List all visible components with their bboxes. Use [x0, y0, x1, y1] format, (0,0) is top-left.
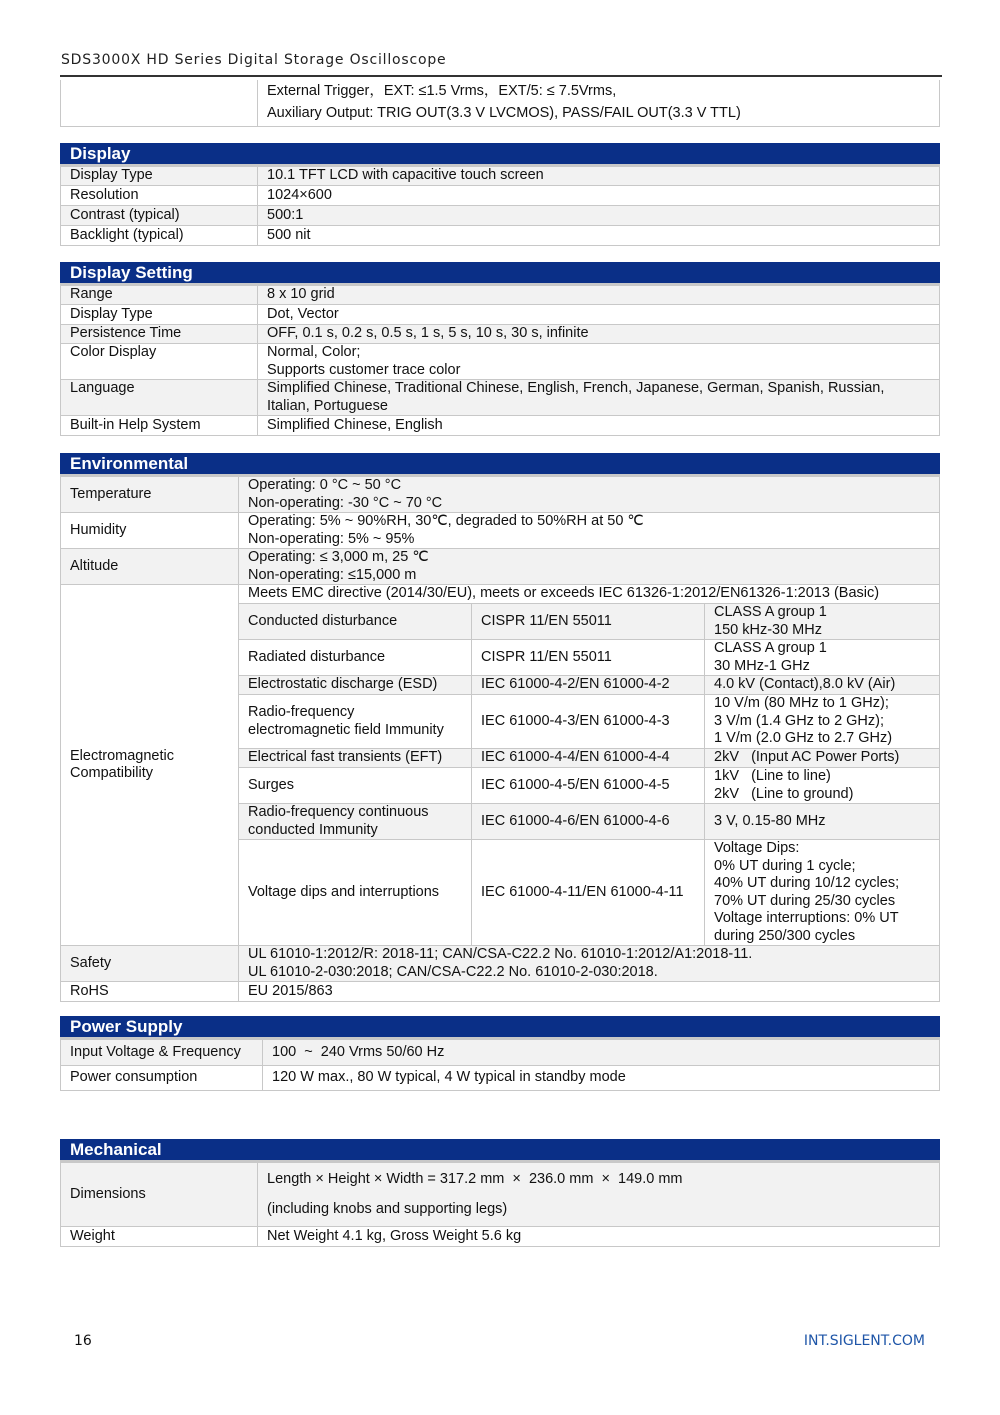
value-line: Operating: ≤ 3,000 m, 25 ℃	[248, 549, 429, 565]
emc-standard: IEC 61000-4-5/EN 61000-4-5	[472, 768, 705, 804]
row-label: Humidity	[61, 513, 239, 549]
row-label: Display Type	[61, 167, 258, 186]
emc-test: Radiated disturbance	[239, 640, 472, 676]
section-title-mechanical: Mechanical	[60, 1139, 940, 1162]
row-label: Safety	[61, 946, 239, 982]
row-value	[239, 549, 940, 585]
row-label: Backlight (typical)	[61, 226, 258, 246]
header-rule	[60, 75, 942, 77]
value-line: (including knobs and supporting legs)	[267, 1201, 508, 1217]
row-value: Net Weight 4.1 kg, Gross Weight 5.6 kg	[258, 1227, 940, 1247]
emc-test: Surges	[239, 768, 472, 804]
emc-level	[705, 640, 940, 676]
emc-test	[239, 695, 472, 749]
row-value: 1024×600	[258, 186, 940, 206]
row-label: Altitude	[61, 549, 239, 585]
row-value	[239, 513, 940, 549]
value-line: UL 61010-2-030:2018; CAN/CSA-C22.2 No. 61010-2-030:2018.	[248, 963, 658, 980]
value-line: Supports customer trace color	[267, 361, 461, 378]
row-value: 120 W max., 80 W typical, 4 W typical in standby mode	[263, 1066, 940, 1091]
row-label: Weight	[61, 1227, 258, 1247]
row-value: 8 x 10 grid	[258, 286, 940, 305]
value-line: Voltage interruptions: 0% UT	[714, 910, 899, 926]
row-label: Temperature	[61, 477, 239, 513]
emc-level	[705, 604, 940, 640]
section-title-display-setting: Display Setting	[60, 262, 940, 285]
value-line: Normal, Color;	[267, 344, 361, 360]
value-line: 10 V/m (80 MHz to 1 GHz);	[714, 695, 889, 712]
row-value: 500 nit	[258, 226, 940, 246]
emc-level	[705, 695, 940, 749]
emc-standard: CISPR 11/EN 55011	[472, 604, 705, 640]
power-supply-section	[60, 1016, 940, 1091]
value-line: Length × Height × Width = 317.2 mm × 236.0 mm × 149.0 mm	[267, 1170, 683, 1187]
value-line: UL 61010-1:2012/R: 2018-11; CAN/CSA-C22.2 No. 61010-1:2012/A1:2018-11.	[248, 946, 753, 962]
value-line: 150 kHz-30 MHz	[714, 621, 822, 638]
value-line: Voltage Dips:	[714, 840, 800, 856]
value-line: 3 V/m (1.4 GHz to 2 GHz);	[714, 712, 885, 729]
empty-label-cell	[61, 80, 258, 126]
row-value	[239, 477, 940, 513]
emc-directive: Meets EMC directive (2014/30/EU), meets or exceeds IEC 61326-1:2012/EN61326-1:2013 (Basic)	[239, 585, 940, 604]
value-line: 1 V/m (2.0 GHz to 2.7 GHz)	[714, 730, 893, 747]
value-line: Operating: 5% ~ 90%RH, 30℃, degraded to 50%RH at 50 ℃	[248, 513, 644, 529]
document-header-title: SDS3000X HD Series Digital Storage Oscilloscope	[61, 52, 447, 68]
value-line: Operating: 0 °C ~ 50 °C	[248, 477, 402, 493]
value-line: 40% UT during 10/12 cycles;	[714, 875, 900, 891]
trigger-line: External Trigger，EXT: ≤1.5 Vrms，EXT/5: ≤ 7.5Vrms,	[267, 82, 617, 99]
emc-test: Voltage dips and interruptions	[239, 840, 472, 946]
emc-level: 3 V, 0.15-80 MHz	[705, 804, 940, 840]
display-section	[60, 143, 940, 246]
emc-test: Electrostatic discharge (ESD)	[239, 676, 472, 695]
emc-level	[705, 768, 940, 804]
value-line: during 250/300 cycles	[714, 927, 856, 944]
value-line: 2kV (Line to ground)	[714, 785, 854, 802]
value-line: Non-operating: 5% ~ 95%	[248, 530, 415, 547]
value-line: Radio-frequency continuous	[248, 804, 429, 820]
row-label: Input Voltage & Frequency	[61, 1040, 263, 1066]
website-link[interactable]: INT.SIGLENT.COM	[803, 1333, 925, 1349]
row-value: 100 ~ 240 Vrms 50/60 Hz	[263, 1040, 940, 1066]
row-value: 500:1	[258, 206, 940, 226]
row-value	[239, 946, 940, 982]
row-label: Power consumption	[61, 1066, 263, 1091]
row-label: Color Display	[61, 344, 258, 380]
row-label: Language	[61, 380, 258, 416]
value-line: Radio-frequency	[248, 704, 355, 720]
row-label: Range	[61, 286, 258, 305]
value-line: Simplified Chinese, Traditional Chinese, English, French, Japanese, German, Spanish, Russian,	[267, 380, 885, 396]
emc-standard: CISPR 11/EN 55011	[472, 640, 705, 676]
row-label: Persistence Time	[61, 325, 258, 344]
emc-test: Conducted disturbance	[239, 604, 472, 640]
row-value: EU 2015/863	[239, 982, 940, 1002]
emc-test	[239, 804, 472, 840]
value-line: CLASS A group 1	[714, 604, 827, 620]
row-value	[258, 344, 940, 380]
emc-level: 2kV (Input AC Power Ports)	[705, 749, 940, 768]
label-line: Compatibility	[70, 765, 153, 781]
emc-test: Electrical fast transients (EFT)	[239, 749, 472, 768]
row-value: Dot, Vector	[258, 305, 940, 325]
row-label: Resolution	[61, 186, 258, 206]
trigger-continuation-table	[60, 80, 940, 127]
trigger-continuation-value	[258, 80, 940, 126]
row-label: Dimensions	[61, 1163, 258, 1227]
row-value	[258, 380, 940, 416]
label-line: Electromagnetic	[70, 747, 174, 764]
section-title-display: Display	[60, 143, 940, 166]
value-line: 70% UT during 25/30 cycles	[714, 892, 896, 909]
row-value: OFF, 0.1 s, 0.2 s, 0.5 s, 1 s, 5 s, 10 s, 30 s, infinite	[258, 325, 940, 344]
value-line: 0% UT during 1 cycle;	[714, 857, 856, 874]
value-line: Non-operating: -30 °C ~ 70 °C	[248, 494, 443, 511]
value-line: electromagnetic field Immunity	[248, 721, 444, 738]
display-setting-section	[60, 262, 940, 436]
emc-level	[705, 840, 940, 946]
row-label: RoHS	[61, 982, 239, 1002]
emc-standard: IEC 61000-4-11/EN 61000-4-11	[472, 840, 705, 946]
value-line: conducted Immunity	[248, 821, 378, 838]
value-line: 30 MHz-1 GHz	[714, 657, 810, 674]
emc-standard: IEC 61000-4-2/EN 61000-4-2	[472, 676, 705, 695]
section-title-environmental: Environmental	[60, 453, 940, 476]
row-label: Built-in Help System	[61, 416, 258, 436]
row-value: 10.1 TFT LCD with capacitive touch screen	[258, 167, 940, 186]
value-line: Italian, Portuguese	[267, 397, 388, 414]
row-value: Simplified Chinese, English	[258, 416, 940, 436]
section-title-power-supply: Power Supply	[60, 1016, 940, 1039]
value-line: CLASS A group 1	[714, 640, 827, 656]
environmental-section	[60, 453, 940, 1002]
row-value	[258, 1163, 940, 1227]
value-line: Non-operating: ≤15,000 m	[248, 566, 417, 583]
aux-output-line: Auxiliary Output: TRIG OUT(3.3 V LVCMOS), PASS/FAIL OUT(3.3 V TTL)	[267, 105, 741, 122]
emc-label	[61, 585, 239, 946]
emc-standard: IEC 61000-4-4/EN 61000-4-4	[472, 749, 705, 768]
value-line: 1kV (Line to line)	[714, 768, 831, 784]
mechanical-section	[60, 1139, 940, 1247]
emc-standard: IEC 61000-4-3/EN 61000-4-3	[472, 695, 705, 749]
emc-level: 4.0 kV (Contact),8.0 kV (Air)	[705, 676, 940, 695]
row-label: Display Type	[61, 305, 258, 325]
row-label: Contrast (typical)	[61, 206, 258, 226]
emc-standard: IEC 61000-4-6/EN 61000-4-6	[472, 804, 705, 840]
page-number: 16	[74, 1333, 92, 1349]
